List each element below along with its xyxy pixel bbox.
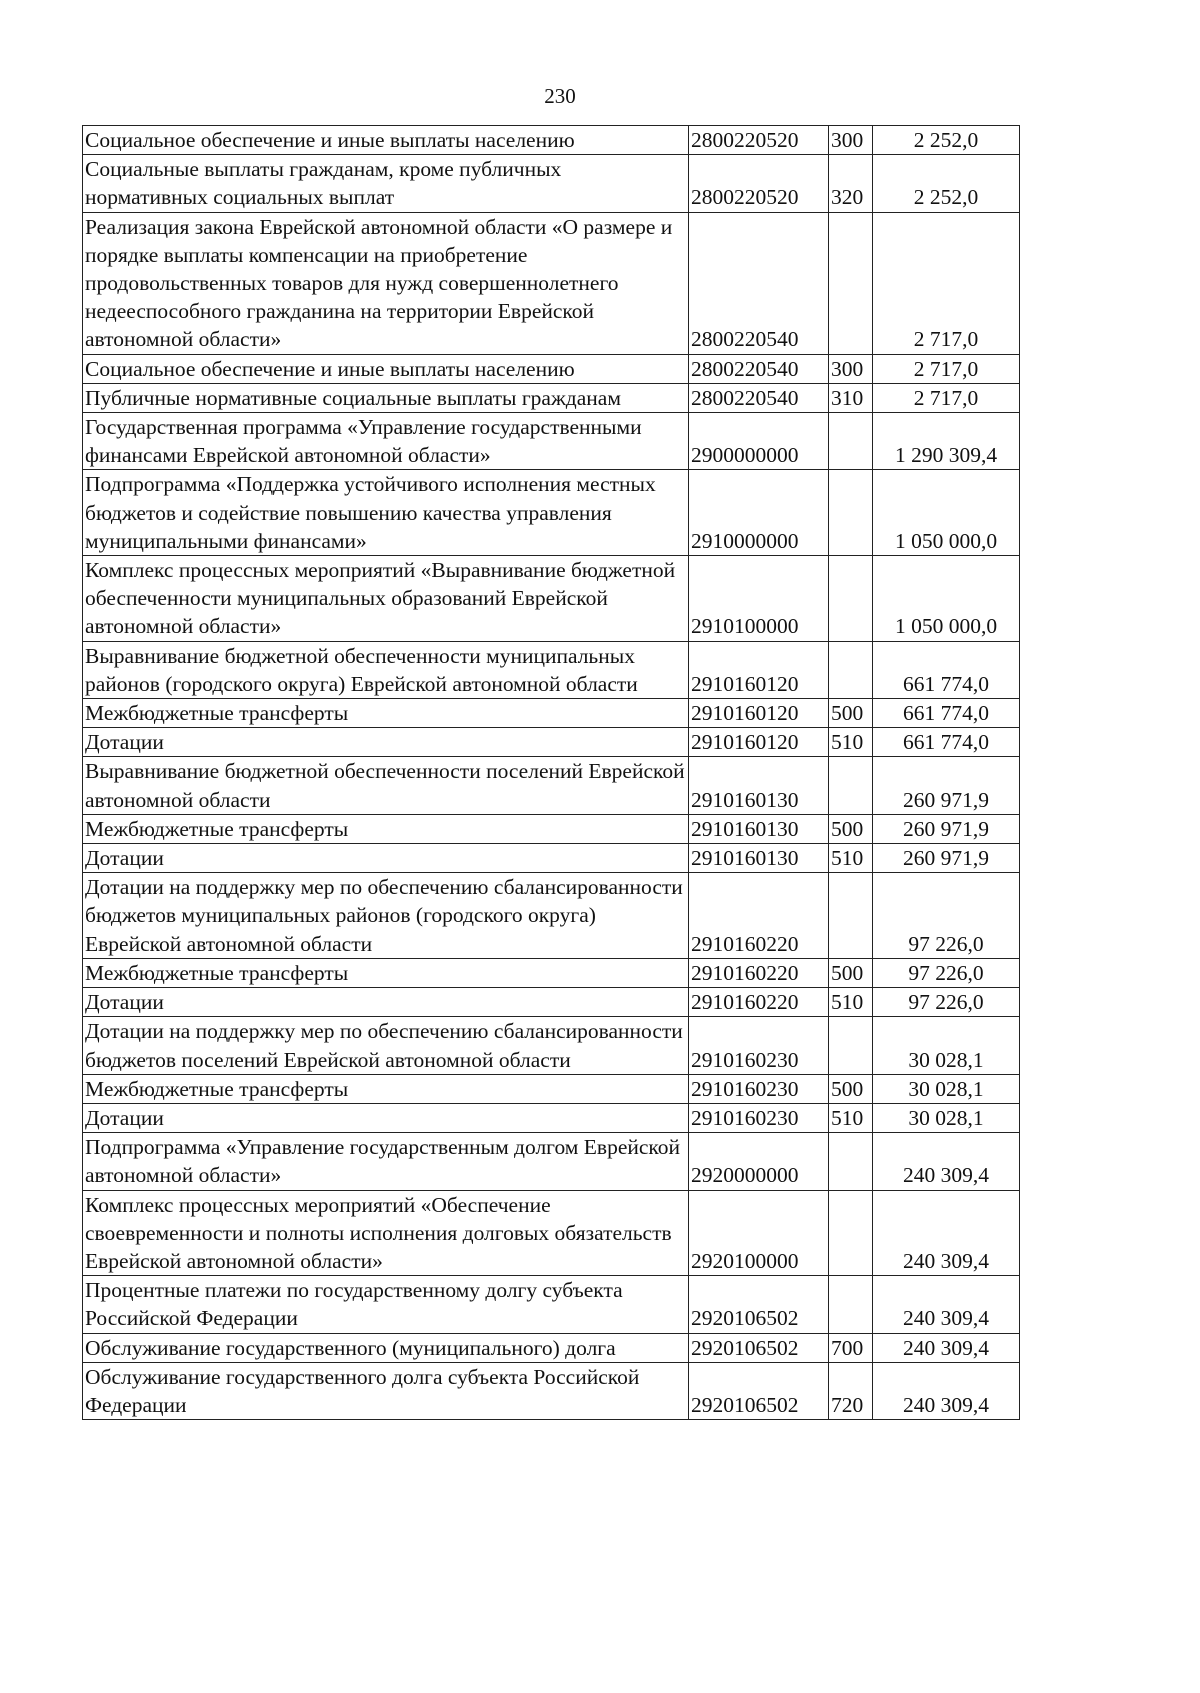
- row-code-cell: 2920100000: [689, 1190, 829, 1276]
- row-type-cell: [829, 1276, 873, 1333]
- row-code-cell: 2920106502: [689, 1333, 829, 1362]
- row-type-cell: 500: [829, 1074, 873, 1103]
- row-type-cell: 500: [829, 958, 873, 987]
- row-code-cell: 2910100000: [689, 556, 829, 642]
- row-code-cell: 2800220520: [689, 155, 829, 212]
- table-row: [83, 873, 1020, 959]
- row-name-cell: Дотации: [83, 844, 689, 873]
- row-code-cell: 2910160230: [689, 1074, 829, 1103]
- table-row: [83, 413, 1020, 470]
- row-amount-cell: 240 309,4: [873, 1362, 1020, 1419]
- row-type-cell: [829, 556, 873, 642]
- row-name-cell: Обслуживание государственного долга субъекта Российской Федерации: [83, 1362, 689, 1419]
- table-row: [83, 1017, 1020, 1074]
- table-row: [83, 1190, 1020, 1276]
- row-name-cell: Дотации на поддержку мер по обеспечению сбалансированности бюджетов поселений Еврейской автономной области: [83, 1017, 689, 1074]
- table-row: [83, 1133, 1020, 1190]
- row-amount-cell: 97 226,0: [873, 988, 1020, 1017]
- row-amount-cell: 97 226,0: [873, 873, 1020, 959]
- row-code-cell: 2900000000: [689, 413, 829, 470]
- row-type-cell: 510: [829, 728, 873, 757]
- row-type-cell: 500: [829, 814, 873, 843]
- row-code-cell: 2920000000: [689, 1133, 829, 1190]
- row-type-cell: 720: [829, 1362, 873, 1419]
- row-type-cell: [829, 757, 873, 814]
- row-code-cell: 2920106502: [689, 1276, 829, 1333]
- table-row: [83, 383, 1020, 412]
- table-row: [83, 1103, 1020, 1132]
- row-code-cell: 2910000000: [689, 470, 829, 556]
- row-code-cell: 2800220540: [689, 212, 829, 354]
- table-row: [83, 641, 1020, 698]
- row-name-cell: Межбюджетные трансферты: [83, 958, 689, 987]
- row-name-cell: Публичные нормативные социальные выплаты гражданам: [83, 383, 689, 412]
- row-name-cell: Межбюджетные трансферты: [83, 699, 689, 728]
- row-name-cell: Дотации: [83, 988, 689, 1017]
- row-type-cell: 310: [829, 383, 873, 412]
- table-row: [83, 126, 1020, 155]
- table-row: [83, 958, 1020, 987]
- row-type-cell: [829, 641, 873, 698]
- table-row: [83, 212, 1020, 354]
- row-code-cell: 2910160130: [689, 814, 829, 843]
- row-amount-cell: 2 717,0: [873, 383, 1020, 412]
- table-row: [83, 1074, 1020, 1103]
- row-type-cell: [829, 470, 873, 556]
- row-name-cell: Комплекс процессных мероприятий «Обеспечение своевременности и полноты исполнения долговых обязательств Еврейской автономной области»: [83, 1190, 689, 1276]
- row-name-cell: Обслуживание государственного (муниципального) долга: [83, 1333, 689, 1362]
- row-amount-cell: 260 971,9: [873, 757, 1020, 814]
- table-row: [83, 354, 1020, 383]
- row-type-cell: 500: [829, 699, 873, 728]
- row-code-cell: 2910160130: [689, 757, 829, 814]
- table-row: [83, 844, 1020, 873]
- row-code-cell: 2920106502: [689, 1362, 829, 1419]
- row-name-cell: Выравнивание бюджетной обеспеченности поселений Еврейской автономной области: [83, 757, 689, 814]
- row-type-cell: 300: [829, 354, 873, 383]
- table-row: [83, 814, 1020, 843]
- row-type-cell: 510: [829, 1103, 873, 1132]
- row-amount-cell: 30 028,1: [873, 1103, 1020, 1132]
- row-code-cell: 2800220540: [689, 383, 829, 412]
- row-amount-cell: 1 050 000,0: [873, 556, 1020, 642]
- row-amount-cell: 1 050 000,0: [873, 470, 1020, 556]
- row-amount-cell: 260 971,9: [873, 814, 1020, 843]
- row-name-cell: Межбюджетные трансферты: [83, 1074, 689, 1103]
- row-name-cell: Социальное обеспечение и иные выплаты населению: [83, 126, 689, 155]
- row-name-cell: Дотации: [83, 1103, 689, 1132]
- row-code-cell: 2910160120: [689, 699, 829, 728]
- row-type-cell: [829, 413, 873, 470]
- row-code-cell: 2910160120: [689, 728, 829, 757]
- row-type-cell: 510: [829, 844, 873, 873]
- row-code-cell: 2910160220: [689, 958, 829, 987]
- row-name-cell: Реализация закона Еврейской автономной области «О размере и порядке выплаты компенсации на приобретение продовольственных товаров для нужд совершеннолетнего недееспособного гражданина на территории Еврейской автономной области»: [83, 212, 689, 354]
- row-code-cell: 2910160120: [689, 641, 829, 698]
- row-amount-cell: 2 252,0: [873, 126, 1020, 155]
- row-type-cell: [829, 1017, 873, 1074]
- row-name-cell: Дотации: [83, 728, 689, 757]
- row-type-cell: 510: [829, 988, 873, 1017]
- table-row: [83, 1362, 1020, 1419]
- row-name-cell: Межбюджетные трансферты: [83, 814, 689, 843]
- row-amount-cell: 240 309,4: [873, 1133, 1020, 1190]
- row-type-cell: 300: [829, 126, 873, 155]
- row-code-cell: 2800220540: [689, 354, 829, 383]
- row-amount-cell: 30 028,1: [873, 1074, 1020, 1103]
- row-name-cell: Социальное обеспечение и иные выплаты населению: [83, 354, 689, 383]
- row-type-cell: [829, 212, 873, 354]
- row-amount-cell: 661 774,0: [873, 641, 1020, 698]
- row-type-cell: 320: [829, 155, 873, 212]
- row-amount-cell: 2 717,0: [873, 354, 1020, 383]
- row-amount-cell: 30 028,1: [873, 1017, 1020, 1074]
- table-row: [83, 155, 1020, 212]
- row-code-cell: 2910160220: [689, 988, 829, 1017]
- row-name-cell: Социальные выплаты гражданам, кроме публичных нормативных социальных выплат: [83, 155, 689, 212]
- table-row: [83, 757, 1020, 814]
- row-name-cell: Государственная программа «Управление государственными финансами Еврейской автономной области»: [83, 413, 689, 470]
- table-row: [83, 470, 1020, 556]
- row-amount-cell: 1 290 309,4: [873, 413, 1020, 470]
- row-amount-cell: 240 309,4: [873, 1333, 1020, 1362]
- table-row: [83, 556, 1020, 642]
- row-name-cell: Процентные платежи по государственному долгу субъекта Российской Федерации: [83, 1276, 689, 1333]
- row-type-cell: 700: [829, 1333, 873, 1362]
- row-name-cell: Подпрограмма «Управление государственным долгом Еврейской автономной области»: [83, 1133, 689, 1190]
- budget-table: [82, 125, 1020, 1420]
- row-amount-cell: 240 309,4: [873, 1276, 1020, 1333]
- page-number: 230: [544, 84, 576, 108]
- table-row: [83, 1276, 1020, 1333]
- row-code-cell: 2800220520: [689, 126, 829, 155]
- row-name-cell: Дотации на поддержку мер по обеспечению сбалансированности бюджетов муниципальных районов (городского округа) Еврейской автономной области: [83, 873, 689, 959]
- row-code-cell: 2910160130: [689, 844, 829, 873]
- row-code-cell: 2910160220: [689, 873, 829, 959]
- row-name-cell: Выравнивание бюджетной обеспеченности муниципальных районов (городского округа) Еврейской автономной области: [83, 641, 689, 698]
- row-type-cell: [829, 1190, 873, 1276]
- row-type-cell: [829, 1133, 873, 1190]
- row-name-cell: Комплекс процессных мероприятий «Выравнивание бюджетной обеспеченности муниципальных образований Еврейской автономной области»: [83, 556, 689, 642]
- row-amount-cell: 661 774,0: [873, 699, 1020, 728]
- row-amount-cell: 97 226,0: [873, 958, 1020, 987]
- row-code-cell: 2910160230: [689, 1017, 829, 1074]
- row-amount-cell: 260 971,9: [873, 844, 1020, 873]
- table-row: [83, 988, 1020, 1017]
- row-amount-cell: 661 774,0: [873, 728, 1020, 757]
- row-name-cell: Подпрограмма «Поддержка устойчивого исполнения местных бюджетов и содействие повышению качества управления муниципальными финансами»: [83, 470, 689, 556]
- row-type-cell: [829, 873, 873, 959]
- table-row: [83, 699, 1020, 728]
- row-amount-cell: 2 717,0: [873, 212, 1020, 354]
- table-row: [83, 728, 1020, 757]
- row-amount-cell: 2 252,0: [873, 155, 1020, 212]
- row-code-cell: 2910160230: [689, 1103, 829, 1132]
- budget-table-body: [83, 126, 1020, 1420]
- row-amount-cell: 240 309,4: [873, 1190, 1020, 1276]
- table-row: [83, 1333, 1020, 1362]
